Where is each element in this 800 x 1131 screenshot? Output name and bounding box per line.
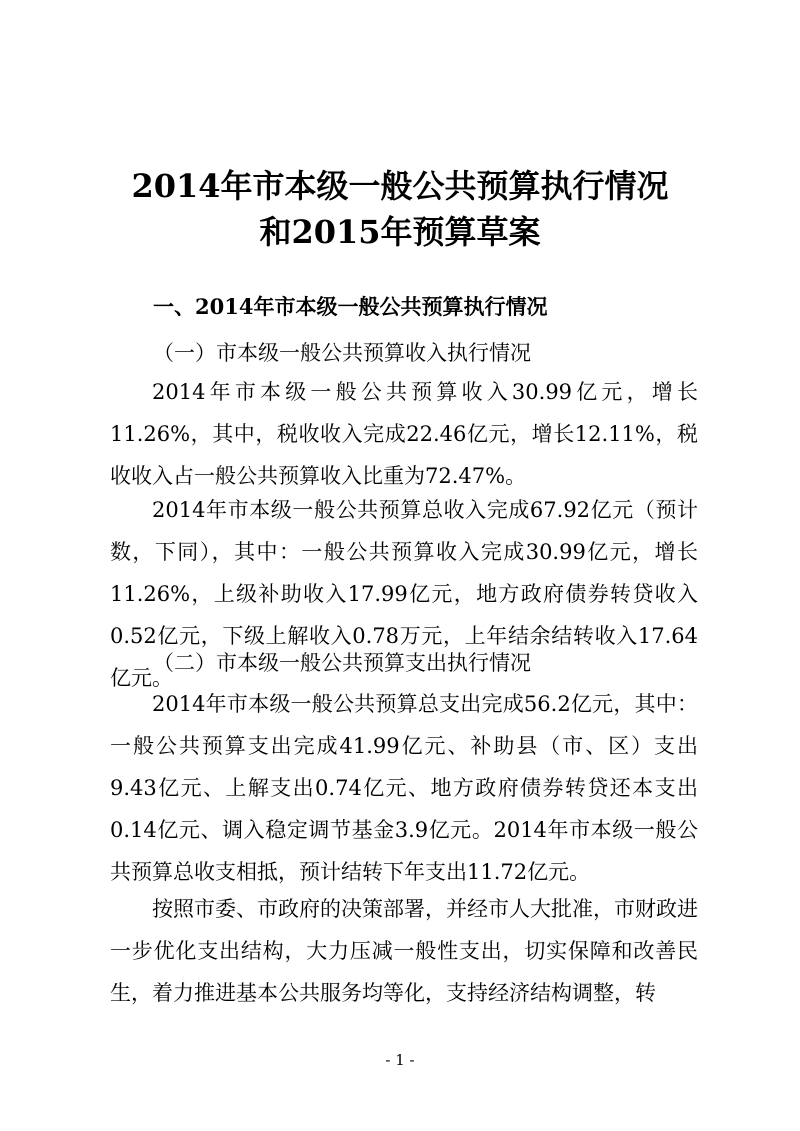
subsection-heading-revenue: （一）市本级一般公共预算收入执行情况	[153, 341, 531, 365]
paragraph-revenue-2: 2014年市本级一般公共预算总收入完成67.92亿元（预计数，下同），其中：一般公共预算收入完成30.99亿元，增长11.26%，上级补助收入17.99亿元，地方政府债券转贷收入0.52亿元，下级上解收入0.78万元，上年结余结转收入17.64亿元。	[110, 498, 698, 690]
paragraph-expenditure-1: 2014年市本级一般公共预算总支出完成56.2亿元，其中：一般公共预算支出完成41.99亿元、补助县（市、区）支出9.43亿元、上解支出0.74亿元、地方政府债券转贷还本支出0.14亿元、调入稳定调节基金3.9亿元。2014年市本级一般公共预算总收支相抵，预计结转下年支出11.72亿元。	[110, 692, 698, 884]
paragraph-expenditure-2: 按照市委、市政府的决策部署，并经市人大批准，市财政进一步优化支出结构，大力压减一般性支出，切实保障和改善民生，着力推进基本公共服务均等化，支持经济结构调整，转	[110, 897, 698, 1005]
subsection-heading-expenditure: （二）市本级一般公共预算支出执行情况	[153, 651, 531, 675]
paragraph-revenue-1: 2014年市本级一般公共预算收入30.99亿元，增长11.26%，其中，税收收入完成22.46亿元，增长12.11%，税收收入占一般公共预算收入比重为72.47%。	[110, 380, 698, 488]
document-title-line-1: 2014年市本级一般公共预算执行情况	[131, 167, 669, 205]
page-number: - 1 -	[385, 1051, 415, 1069]
document-title-line-2: 和2015年预算草案	[259, 213, 541, 251]
section-heading-1: 一、2014年市本级一般公共预算执行情况	[153, 294, 548, 319]
